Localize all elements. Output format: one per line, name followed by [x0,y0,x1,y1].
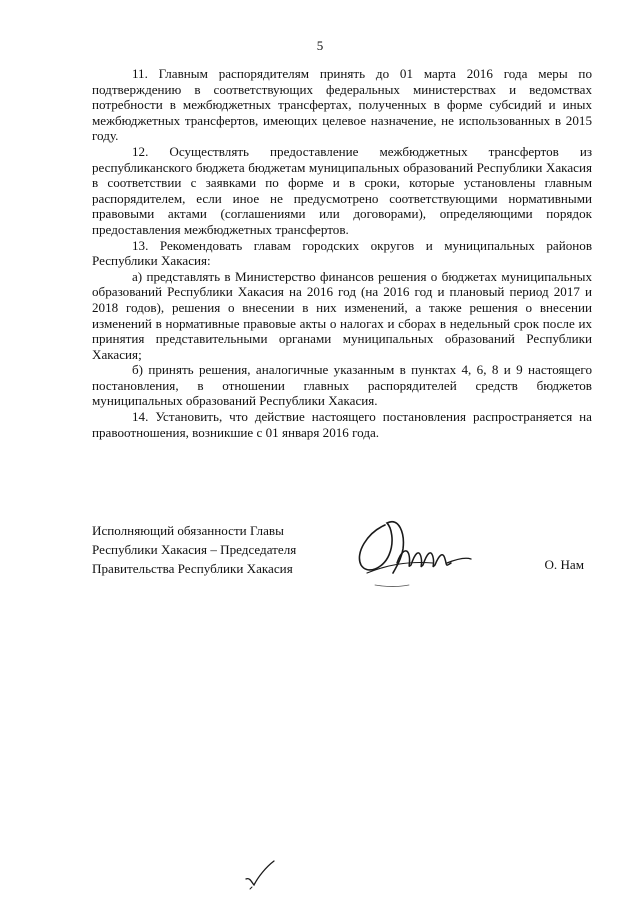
paragraph-13-a: а) представлять в Министерство финансов решения о бюджетах муниципальных образований Республики Хакасия на 2016 год (на 2016 год и плановый период 2017 и 2018 годов), решения о внесении в них изменений, а также решения о внесении изменений в нормативные правовые акты о налогах и сборах в недельный срок после их принятия представительными органами муниципальных образований Республики Хакасия; [92,268,592,362]
signature-block [92,521,592,581]
paragraph-12: 12. Осуществлять предоставление межбюджетных трансфертов из республиканского бюджета бюджетам муниципальных образований Республики Хакасия в соответствии с заявками по форме и в сроки, которые установлены главным распорядителем, если иное не предусмотрено соответствующими нормативными правовыми актами (соглашениями или договорами), определяющими порядок предоставления межбюджетных трансфертов. [92,143,592,237]
document-body [92,66,592,440]
page-number: 5 [316,38,324,53]
signatory-title-line: Республики Хакасия – Председателя [92,542,297,557]
signatory-title-line: Правительства Республики Хакасия [92,561,293,576]
signatory-title [92,521,296,578]
signatory-name: О. Нам [544,557,584,572]
paragraph-11: 11. Главным распорядителям принять до 01 марта 2016 года меры по подтверждению в соответствующих федеральных министерствах и ведомствах потребности в межбюджетных трансфертах, полученных в форме субсидий и иных межбюджетных трансфертов, имеющих целевое назначение, не использованных в 2015 году. [92,66,592,144]
check-mark-icon [240,855,280,891]
paragraph-13-b: б) принять решения, аналогичные указанным в пунктах 4, 6, 8 и 9 настоящего постановления, в отношении главных распорядителей средств бюджетов муниципальных образований Республики Хакасия. [92,362,592,409]
signatory-title-line: Исполняющий обязанности Главы [92,523,284,538]
paragraph-13: 13. Рекомендовать главам городских округов и муниципальных районов Республики Хакасия: [92,237,592,269]
handwritten-signature-icon [347,503,477,593]
paragraph-14: 14. Установить, что действие настоящего постановления распространяется на правоотношения, возникшие с 01 января 2016 года. [92,409,592,440]
